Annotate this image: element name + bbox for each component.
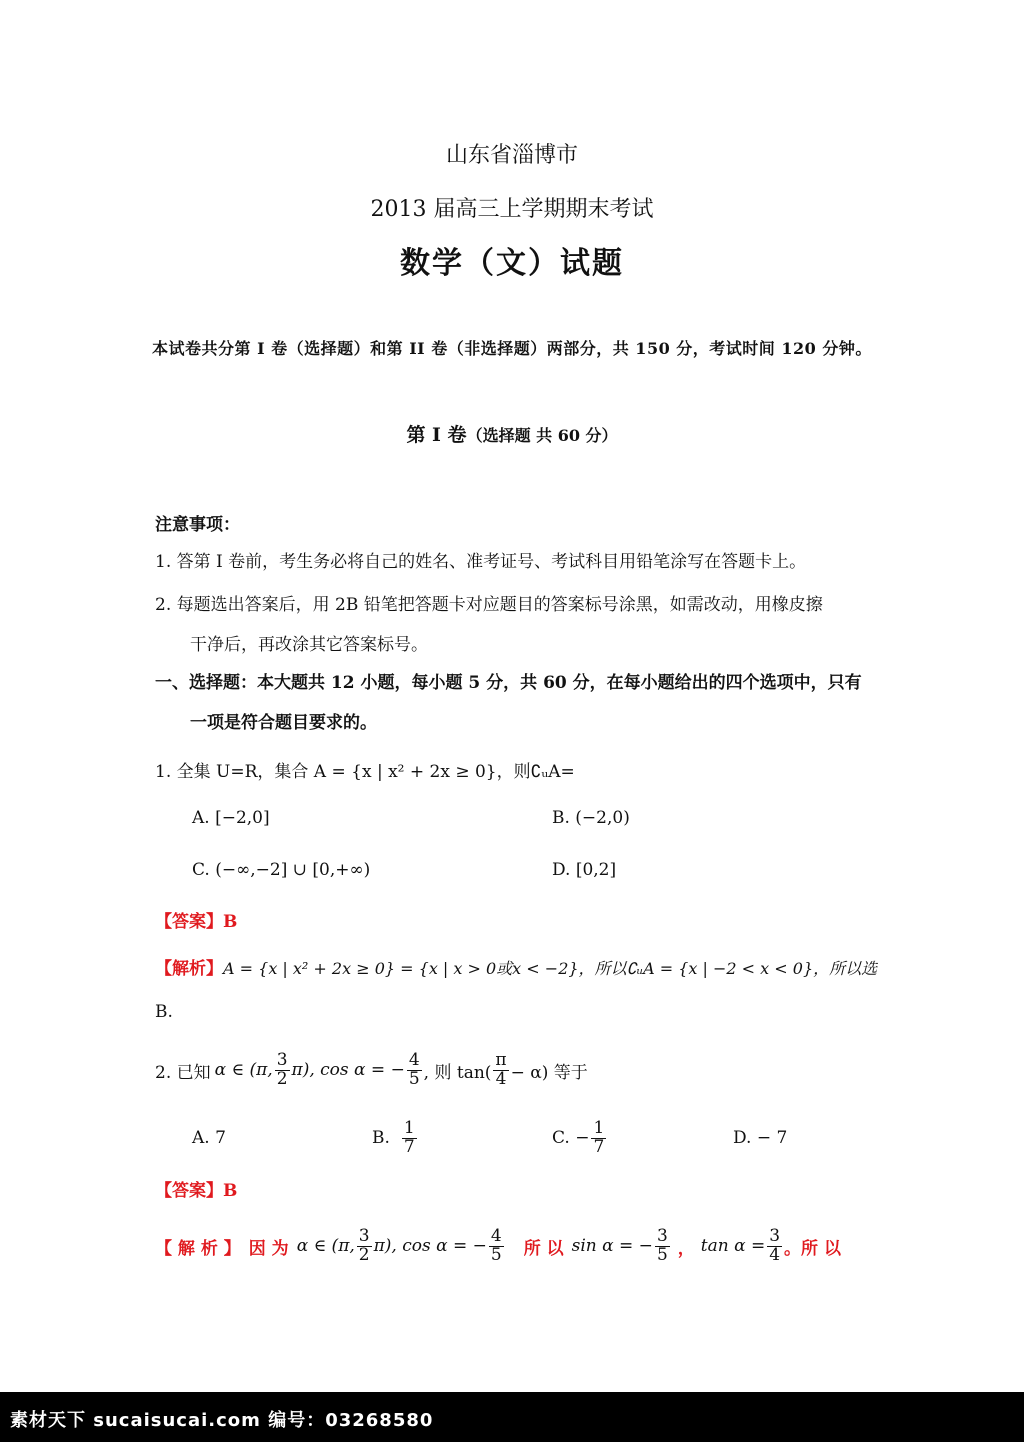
frac-denominator: 2 <box>358 1244 370 1265</box>
frac-numerator: 4 <box>490 1225 502 1246</box>
q1-answer <box>155 907 237 932</box>
q2-frac-four-fifths <box>407 1049 422 1089</box>
q2-stem-mid: , 则 tan( <box>423 1062 492 1083</box>
q1-analysis-text: A = {x | x² + 2x ≥ 0} = {x | x > 0或x < −2}，所以∁ᵤA = {x | −2 < x < 0}，所以选 <box>223 959 878 978</box>
watermark-text: 素材天下 sucaisucai.com 编号：03268580 <box>10 1410 434 1431</box>
frac-numerator: 4 <box>408 1049 420 1070</box>
q2-analysis <box>155 1221 841 1271</box>
q2-answer <box>155 1176 237 1201</box>
q2-an-comma: ， <box>677 1238 695 1259</box>
title-subject: 数学（文）试题 <box>400 246 624 281</box>
q1-stem: 1. 全集 U=R，集合 A = {x | x² + 2x ≥ 0}，则∁ᵤA= <box>155 762 575 782</box>
frac-denominator: 5 <box>408 1068 420 1089</box>
q1-option-d: D. [0,2] <box>552 860 617 880</box>
section-title-rest: （选择题 共 60 分） <box>466 426 618 445</box>
q2-frac-three-halves <box>275 1049 290 1089</box>
part1-heading: 一、选择题：本大题共 12 小题，每小题 5 分，共 60 分，在每小题给出的四个选项中，只有 <box>155 673 862 693</box>
q1-analysis <box>155 954 877 979</box>
q1-answer-value: B <box>223 912 238 932</box>
q2-option-a: A. 7 <box>192 1128 226 1148</box>
frac-numerator: 3 <box>656 1225 668 1246</box>
q2-an-frac-four-fifths <box>489 1225 504 1265</box>
frac-denominator: 5 <box>656 1244 668 1265</box>
q2-stem-alpha: α ∈ (π, <box>214 1060 273 1080</box>
q1-option-b: B. (−2,0) <box>552 808 630 828</box>
frac-numerator: 1 <box>403 1117 415 1138</box>
frac-denominator: 2 <box>276 1068 288 1089</box>
section-title-bold: 第 Ⅰ 卷 <box>406 424 467 446</box>
q2-an-alpha: α ∈ (π, <box>296 1236 355 1256</box>
q2-an-frac-three-halves <box>357 1225 372 1265</box>
q1-analysis-end: B. <box>155 1002 173 1022</box>
q1-answer-label: 【答案】 <box>155 912 223 932</box>
q2-an-sin: sin α = − <box>571 1236 653 1256</box>
title-region: 山东省淄博市 <box>445 143 578 168</box>
frac-numerator: π <box>495 1049 507 1070</box>
notes-item-2b: 干净后，再改涂其它答案标号。 <box>190 635 428 655</box>
notes-item-1: 1. 答第 I 卷前，考生务必将自己的姓名、准考证号、考试科目用铅笔涂写在答题卡上。 <box>155 552 807 572</box>
notes-item-2a: 2. 每题选出答案后，用 2B 铅笔把答题卡对应题目的答案标号涂黑，如需改动，用橡皮擦 <box>155 595 823 615</box>
exam-intro: 本试卷共分第 I 卷（选择题）和第 II 卷（非选择题）两部分，共 150 分，考试时间 120 分钟。 <box>152 339 872 358</box>
frac-denominator: 7 <box>403 1136 415 1157</box>
q1-option-a: A. [−2,0] <box>192 808 270 828</box>
q2-option-b-label: B. <box>372 1128 390 1148</box>
frac-numerator: 3 <box>358 1225 370 1246</box>
frac-numerator: 1 <box>593 1117 605 1138</box>
q2-stem <box>155 1045 588 1095</box>
frac-denominator: 4 <box>495 1068 507 1089</box>
q2-option-b-frac <box>402 1117 417 1157</box>
frac-denominator: 7 <box>593 1136 605 1157</box>
q2-an-so-1: 所 以 <box>523 1238 564 1259</box>
q2-an-frac-three-quarters <box>767 1225 782 1265</box>
q2-an-tan: tan α = <box>700 1236 766 1256</box>
frac-numerator: 3 <box>769 1225 781 1246</box>
q2-option-b <box>372 1115 419 1161</box>
frac-denominator: 4 <box>769 1244 781 1265</box>
q2-frac-pi-quarter <box>493 1049 508 1089</box>
q2-answer-label: 【答案】 <box>155 1181 223 1201</box>
q2-an-frac-three-fifths <box>655 1225 670 1265</box>
frac-denominator: 5 <box>490 1244 502 1265</box>
q2-analysis-because: 因 为 <box>248 1238 289 1259</box>
section-title <box>0 420 1024 447</box>
notes-heading: 注意事项： <box>155 515 240 535</box>
q1-analysis-label: 【解析】 <box>155 959 223 979</box>
q1-option-c: C. (−∞,−2] ∪ [0,+∞) <box>192 860 371 880</box>
q2-an-cos: π), cos α = − <box>373 1236 487 1256</box>
part1-heading-cont: 一项是符合题目要求的。 <box>190 713 377 733</box>
q2-analysis-label: 【 解 析 】 <box>155 1238 241 1259</box>
q2-an-so-2: 。所 以 <box>784 1238 841 1259</box>
title-exam: 2013 届高三上学期期末考试 <box>370 197 654 222</box>
q2-option-d: D. − 7 <box>733 1128 788 1148</box>
q2-stem-cos: π), cos α = − <box>291 1060 405 1080</box>
q2-answer-value: B <box>223 1181 238 1201</box>
q2-stem-end: − α) 等于 <box>510 1062 588 1083</box>
q2-option-c-frac <box>591 1117 606 1157</box>
q2-option-c-label: C. − <box>552 1128 590 1148</box>
q2-stem-prefix: 2. 已知 <box>155 1062 211 1083</box>
q2-option-c <box>552 1115 608 1161</box>
frac-numerator: 3 <box>276 1049 288 1070</box>
